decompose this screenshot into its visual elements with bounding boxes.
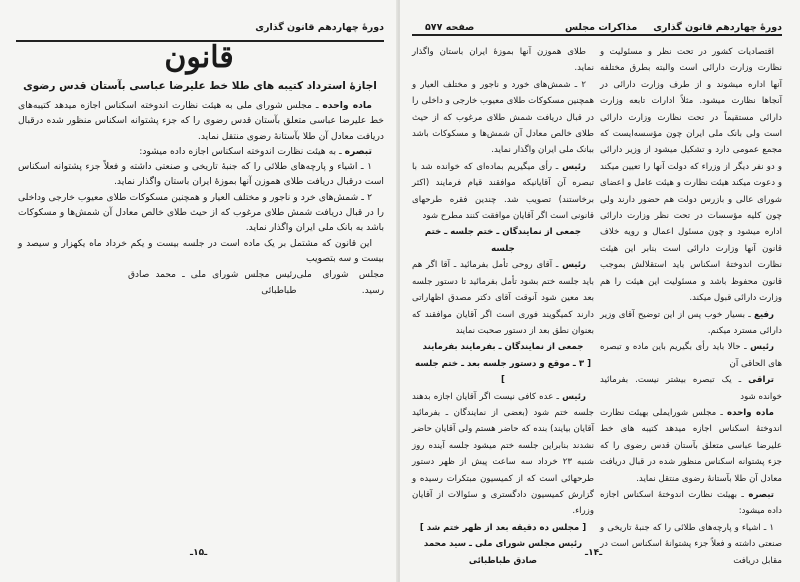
speaker-name: [ مجلس ده دقیقه بعد از ظهر ختم شد ] — [419, 522, 587, 533]
paragraph — [18, 236, 384, 267]
left-column — [412, 44, 594, 569]
signature: رئیس مجلس شورای ملی ـ محمد صادق طباطبائی — [128, 270, 297, 296]
paragraph — [600, 487, 782, 520]
paragraph-text: ـ حالا باید رأی بگیریم باین ماده و تبصره های الحاقی آن — [600, 342, 782, 369]
running-header: دورهٔ چهاردهم قانون گذاری — [653, 22, 782, 33]
speaker-name: جمعی از نمایندگان — [502, 227, 582, 238]
paragraph — [18, 98, 384, 144]
closing-text: مجلس شورای ملی رسید. — [296, 270, 384, 296]
paragraph-text: ۲ ـ شمش‌های خرد و ناجور و مختلف العیار و همچنین مسکوکات طلای معیوب خارجی وداخلی را در قبال دریافت شمش طلای مرغوب که از حیث طلای خالص معادل آن شمش‌ها و مسکوکات باشد به بانک ملی ایران واگذار نماید. — [18, 191, 384, 234]
paragraph-text: ـ عده کافی نیست اگر آقایان اجازه بدهند جلسه ختم شود (بعضی از نمایندگان ـ بفرمائید آقایان بیایند) بنده که حاضر هستم ولی آقایان حاضر نشدند بنابراین جلسه ختم میشود جلسه آینده روز شنبه ۲۳ خرداد سه ساعت پیش از ظهر دستور طرحهائی است که از کمیسیون مبتکرات رسیده و گزارش کمیسیون دادگستری و سئوالات از آقایان وزراء. — [412, 391, 594, 517]
paragraph — [412, 44, 594, 77]
paragraph-text: ـ بفرمایند بفرمایند — [422, 342, 505, 353]
page-label: صفحه ۵۷۷ — [425, 22, 475, 33]
paragraph-text: ۱ ـ اشیاء و پارچه‌های طلائی را که جنبهٔ تاریخی و صنعتی داشته و فعلاً جزء پشتوانهٔ اسکناس است در مقابل دریافت — [600, 522, 782, 566]
page-number: ـ۱۵ـ — [190, 548, 208, 558]
speaker-name: رئیس — [562, 260, 586, 271]
right-page — [400, 0, 800, 582]
closing-row — [18, 268, 384, 299]
paragraph — [412, 159, 594, 225]
paragraph — [18, 190, 384, 236]
running-header-center: مذاکرات مجلس — [565, 22, 638, 33]
law-title: قانون — [164, 40, 234, 75]
paragraph — [600, 339, 782, 372]
paragraph — [412, 389, 594, 520]
speaker-name: رئیس — [750, 342, 774, 353]
paragraph-text: ۱ ـ اشیاء و پارچه‌های طلائی را که جنبهٔ تاریخی و صنعتی داشته و فعلاً جزء پشتوانه اسکناس است درقبال دریافت طلای هموزن آنها بموزهٔ ایران باستان واگذار نماید. — [18, 161, 384, 188]
paragraph-text: ـ ختم جلسه ـ ختم جلسه — [424, 227, 515, 254]
paragraph — [412, 536, 594, 569]
paragraph-text: ـ رأی میگیریم بماده‌ای که خوانده شد با تبصره آن آقایانیکه موافقند قیام فرمایند (اکثر برخاستند) تصویب شد. چندین فقره طرحهای قانونی است اگر آقایان موافقت کنند مطرح شود — [412, 161, 594, 222]
paragraph — [412, 356, 594, 389]
paragraph — [600, 405, 782, 487]
left-page — [0, 0, 398, 582]
law-body — [18, 98, 384, 299]
speaker-name: رئیس مجلس شورای ملی ـ سید محمد صادق طباطبائی — [423, 539, 583, 566]
speaker-name: تبصره — [344, 145, 372, 157]
paragraph — [412, 257, 594, 339]
paragraph — [412, 339, 594, 355]
paragraph — [600, 44, 782, 307]
paragraph — [412, 520, 594, 536]
speaker-name: ماده واحده — [727, 407, 775, 418]
paragraph-text: طلای هموزن آنها بموزهٔ ایران باستان واگذار نماید. — [412, 47, 594, 74]
paragraph — [600, 372, 782, 405]
paragraph-text: ـ مجلس شورایملی بهیئت نظارت اندوختهٔ اسکناس اجازه میدهد کتیبه های خط علیرضا عباسی متعلق بآستان قدس رضوی را که جزء پشتوانه اسکناس منظور شده در قبال دریافت معادل آن طلا بآستانهٔ رضوی منتقل نماید. — [600, 407, 782, 484]
speaker-name: رفیع — [754, 309, 774, 320]
right-column — [600, 44, 782, 569]
law-subtitle: اجازهٔ استرداد کتیبه های طلا خط علیرضا عباسی بآستان قدس رضوی — [23, 80, 377, 92]
paragraph-text: ۲ ـ شمش‌های خورد و ناجور و مختلف العیار و همچنین مسکوکات طلای معیوب خارجی و داخلی را در قبال دریافت شمش طلای مرغوب که از حیث طلای خالص معادل آن شمش‌ها و مسکوکات باشد ببانک ملی ایران واگذار نماید. — [412, 79, 594, 156]
paragraph — [18, 159, 384, 190]
speaker-name: تبصره — [748, 489, 774, 500]
paragraph-text: ـ بهیئت نظارت اندوختهٔ اسکناس اجازه داده میشود: — [600, 489, 782, 517]
paragraph — [600, 520, 782, 569]
paragraph-text: ـ به هیئت نظارت اندوخته اسکناس اجازه داده میشود: — [139, 145, 345, 157]
running-header: دورهٔ چهاردهم قانون گذاری — [255, 22, 384, 33]
speaker-name: ماده واحده — [322, 100, 372, 111]
page-number: ـ۱۴ـ — [585, 548, 603, 558]
speaker-name: تراقی — [748, 375, 774, 386]
paragraph — [412, 224, 594, 257]
speaker-name: رئیس — [562, 391, 586, 402]
paragraph-text: ـ یک تبصره بیشتر نیست. بفرمائید خوانده شود — [600, 375, 782, 402]
law-paragraphs — [18, 98, 384, 266]
paragraph-text: اقتصادیات کشور در تحت نظر و مسئولیت و نظارت وزارت دارائی است والبته بطرق مختلفه آنها اداره میشوند و از طرف وزارت دارائی در آنجاها نظارت میشود. مثلاً ادارات تابعه وزارت دارائی مستقیماً در تحت نظارت وزارت دارائی است ولی بانک ملی ایران چون مؤسسه‌ایست که مجمع عمومی دارد و تشکیل میشود از وزیر دارائی و دو نفر دیگر از وزراء که دولت آنها را تعیین میکند و دعوت میکند هیئت نظارت و هیئت عامل و اعضای شورای عالی و بازرس دولت هم حضور دارند ولی چون کلیه مؤسسات در تحت نظر وزارت دارائی اداره میشود و چون مسئول اعمال و رویه خلاف قانون آنها وزارت دارائی است بنابر این هیئت نظارت اندوختهٔ اسکناس باید استقلالش بموجب قانون محفوظ باشد و مسئولیت این هیئت را هم وزارت دارائی قبول میکند. — [600, 47, 782, 304]
paragraph-text: این قانون که مشتمل بر یک ماده است در جلسه بیست و یکم خرداد ماه یکهزار و سیصد و بیست و سه بتصویب — [18, 237, 384, 264]
paragraph-text: ـ آقای روحی تأمل بفرمائید ـ آقا اگر هم باید جلسه ختم بشود تأمل بفرمائید تا دستور جلسه بعد معین شود آنوقت آقای دکتر مصدق اظهاراتی دارند کمیگویند فوری است اگر آقایان موافقند که بعنوان نطق بعد از دستور صحبت نمایند — [412, 260, 594, 336]
header-rule — [412, 34, 782, 36]
paragraph — [412, 77, 594, 159]
speaker-name: رئیس — [562, 161, 586, 172]
speaker-name: جمعی از نمایندگان — [504, 342, 584, 353]
paragraph-text: ـ مجلس شورای ملی به هیئت نظارت اندوخته اسکناس اجازه میدهد کتیبه‌های خط علیرضا عباسی متعلق بآستان قدس رضوی را که جزء پشتوانه اسکناس منظور شده درقبال دریافت معادل آن طلا بآستانهٔ رضوی منتقل نماید. — [18, 100, 384, 142]
speaker-name: [ ۳ ـ موقع و دستور جلسه بعد ـ ختم جلسه ] — [414, 358, 592, 386]
paragraph — [600, 307, 782, 340]
paragraph-text: ـ بسیار خوب پس از این توضیح آقای وزیر دارائی مسترد میکنم. — [600, 309, 782, 336]
paragraph — [18, 144, 384, 159]
